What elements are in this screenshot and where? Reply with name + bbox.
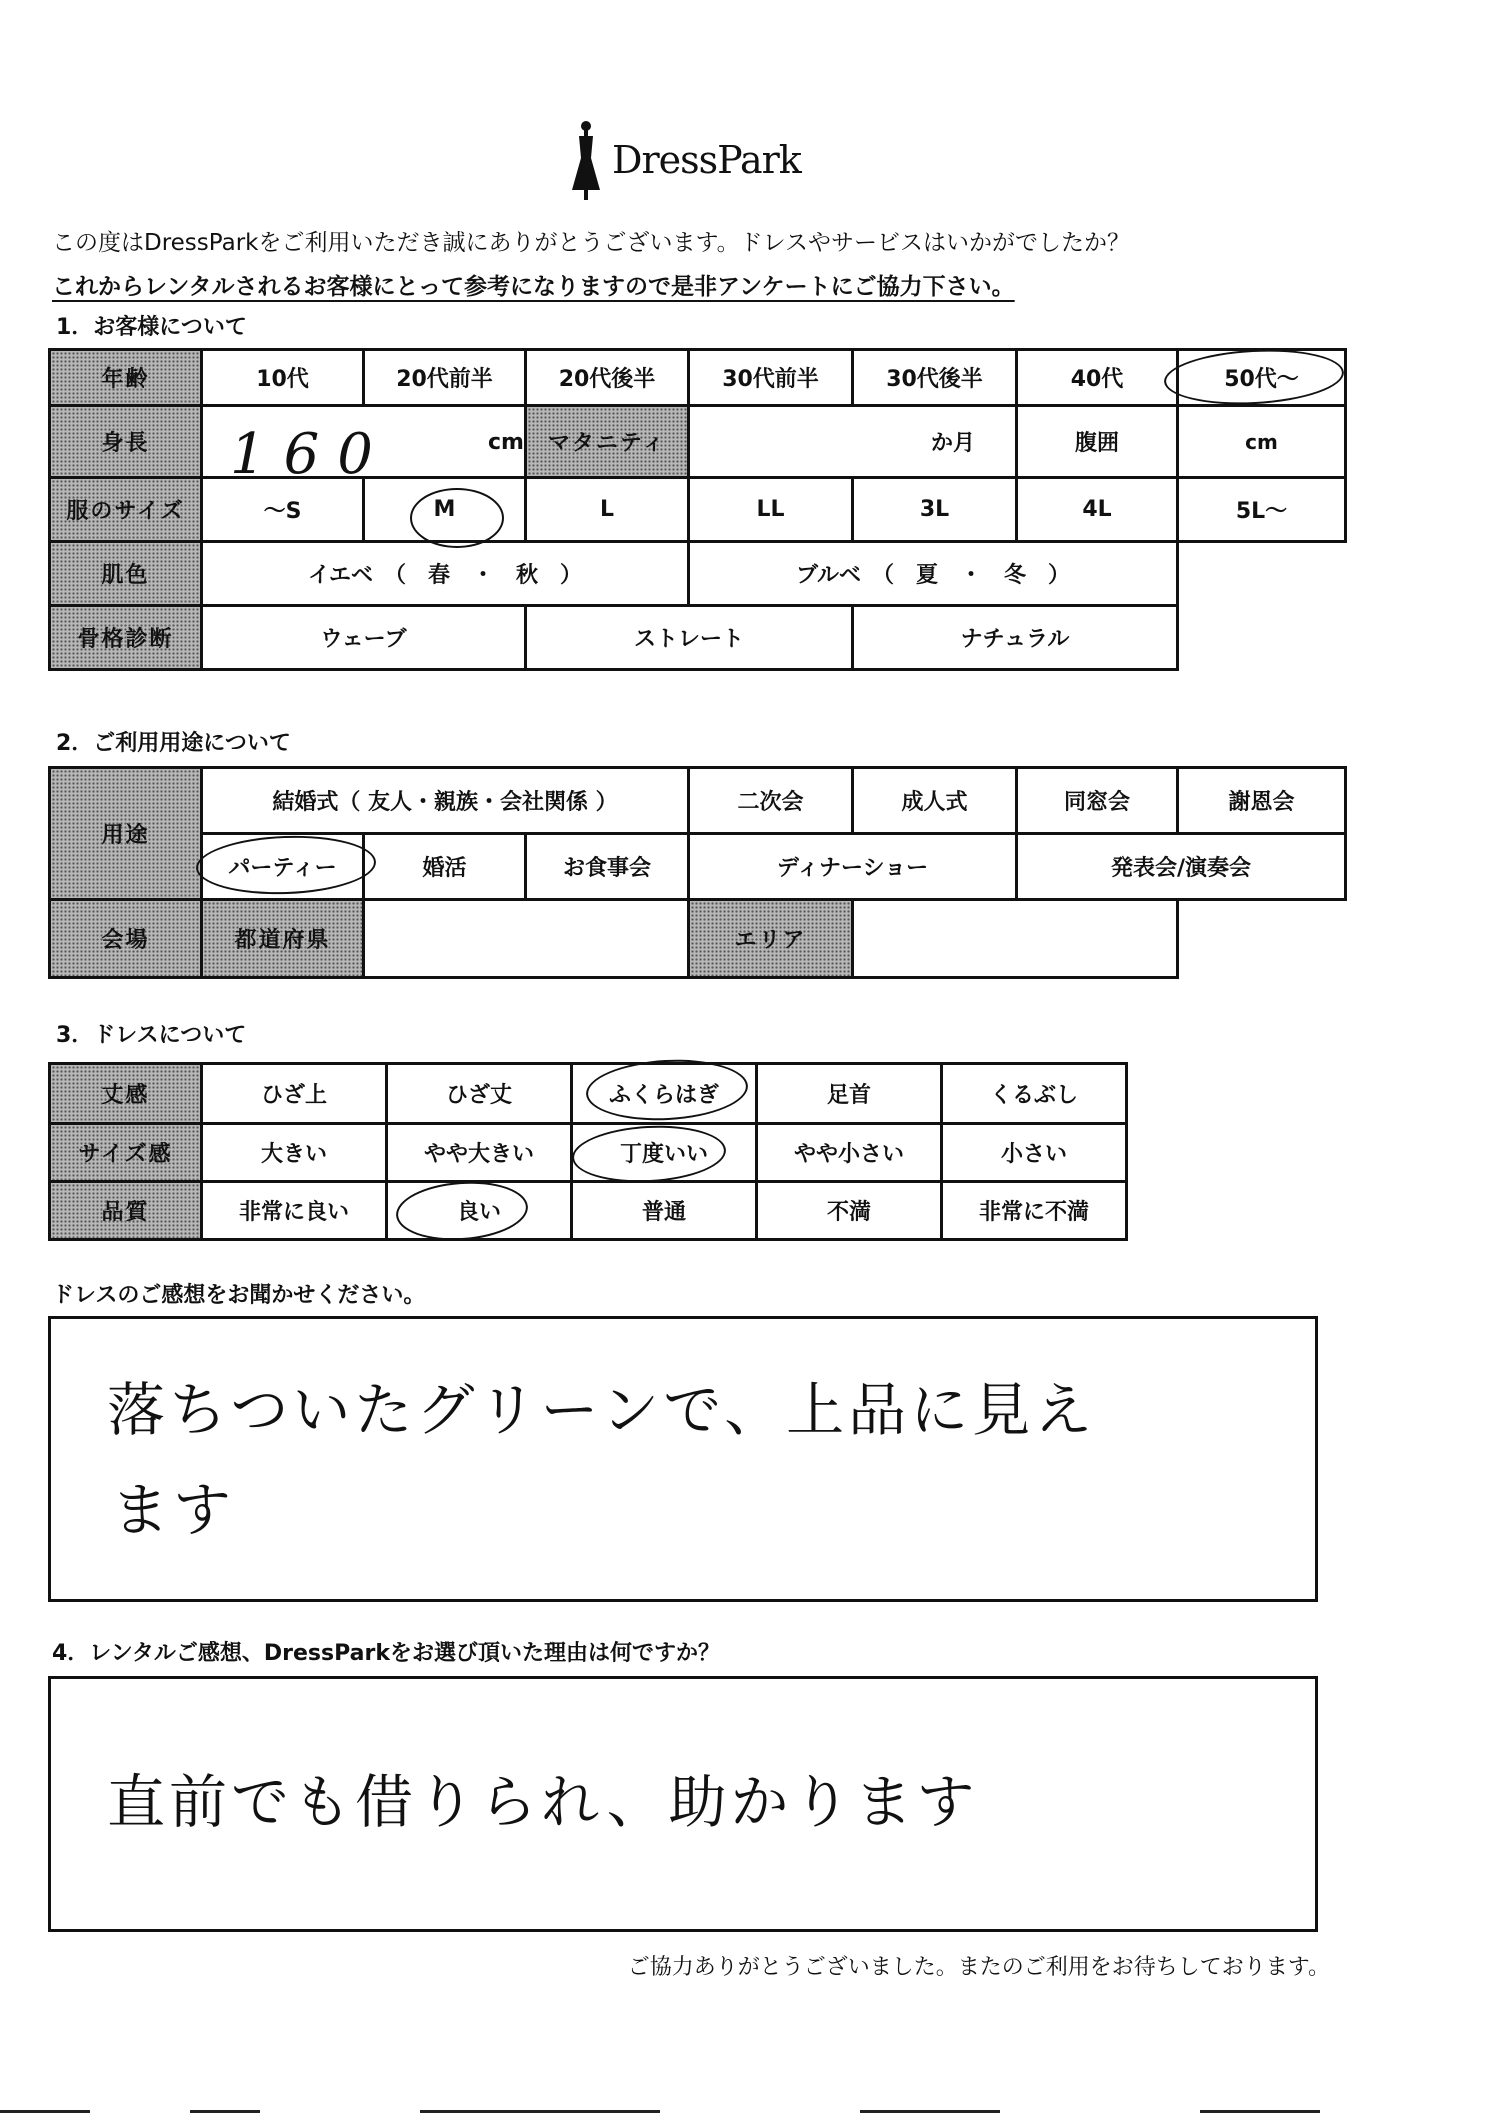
- age-header: 年齢: [50, 350, 202, 406]
- size-row: [50, 478, 1346, 542]
- purpose-row-2: [50, 834, 1346, 900]
- length-row: [50, 1064, 1127, 1124]
- belly-label: 腹囲: [1017, 406, 1178, 478]
- skin-yellow-option[interactable]: イエベ （ 春 ・ 秋 ）: [202, 542, 689, 606]
- scan-artifact: [1200, 2110, 1320, 2113]
- age-option[interactable]: 20代後半: [526, 350, 689, 406]
- height-unit: cm: [488, 430, 524, 455]
- purpose-option[interactable]: 結婚式（ 友人・親族・会社関係 ）: [202, 768, 689, 834]
- prefecture-label: 都道府県: [202, 900, 364, 978]
- purpose-option[interactable]: 謝恩会: [1178, 768, 1346, 834]
- empty-cell: [1178, 542, 1346, 606]
- length-option[interactable]: くるぶし: [942, 1064, 1127, 1124]
- length-option[interactable]: ひざ上: [202, 1064, 387, 1124]
- purpose-option-selected[interactable]: パーティー: [202, 834, 364, 900]
- frame-option[interactable]: ナチュラル: [853, 606, 1178, 670]
- fit-option[interactable]: 大きい: [202, 1124, 387, 1182]
- skin-blue-option[interactable]: ブルベ （ 夏 ・ 冬 ）: [689, 542, 1178, 606]
- size-option[interactable]: 4L: [1017, 478, 1178, 542]
- footer-thanks: ご協力ありがとうございました。またのご利用をお待ちしております。: [627, 1955, 1330, 1980]
- fit-option[interactable]: やや小さい: [757, 1124, 942, 1182]
- frame-header: 骨格診断: [50, 606, 202, 670]
- age-row: [50, 350, 1346, 406]
- purpose-header: 用途: [50, 768, 202, 900]
- age-option[interactable]: 20代前半: [364, 350, 526, 406]
- size-option[interactable]: L: [526, 478, 689, 542]
- size-option-selected[interactable]: M: [364, 478, 526, 542]
- fit-option[interactable]: やや大きい: [387, 1124, 572, 1182]
- height-header: 身長: [50, 406, 202, 478]
- rental-comment-box[interactable]: [48, 1676, 1318, 1932]
- quality-row: [50, 1182, 1127, 1240]
- customer-table: [48, 348, 1347, 671]
- intro-text: この度はDressParkをご利用いただき誠にありがとうございます。ドレスやサービスはいかがでしたか？: [52, 230, 1130, 256]
- scan-artifact: [860, 2110, 1000, 2113]
- purpose-option[interactable]: 二次会: [689, 768, 853, 834]
- section1-title: 1．お客様について: [56, 315, 247, 340]
- skin-row: [50, 542, 1346, 606]
- height-handwritten: 160: [230, 422, 391, 487]
- age-option[interactable]: 30代前半: [689, 350, 853, 406]
- maternity-label: マタニティ: [526, 406, 689, 478]
- frame-row: [50, 606, 1346, 670]
- dress-comment-line-1: 落ちついたグリーンで、上品に見え: [107, 1376, 1097, 1444]
- size-option[interactable]: 5L～: [1178, 478, 1346, 542]
- logo: [568, 112, 828, 208]
- scan-artifact: [190, 2110, 260, 2113]
- fit-header: サイズ感: [50, 1124, 202, 1182]
- size-option[interactable]: ～S: [202, 478, 364, 542]
- purpose-row-1: [50, 768, 1346, 834]
- length-option[interactable]: ひざ丈: [387, 1064, 572, 1124]
- dress-comment-line-2: ます: [111, 1476, 236, 1544]
- area-field[interactable]: [853, 900, 1178, 978]
- prefecture-field[interactable]: [364, 900, 689, 978]
- age-option[interactable]: 10代: [202, 350, 364, 406]
- length-header: 丈感: [50, 1064, 202, 1124]
- quality-option[interactable]: 非常に良い: [202, 1182, 387, 1240]
- empty-cell: [1178, 900, 1346, 978]
- months-field[interactable]: か月: [689, 406, 1017, 478]
- skin-header: 肌色: [50, 542, 202, 606]
- quality-option[interactable]: 普通: [572, 1182, 757, 1240]
- length-option[interactable]: 足首: [757, 1064, 942, 1124]
- purpose-option[interactable]: 同窓会: [1017, 768, 1178, 834]
- frame-option[interactable]: ストレート: [526, 606, 853, 670]
- dress-table: [48, 1062, 1128, 1241]
- age-option[interactable]: 30代後半: [853, 350, 1017, 406]
- purpose-option[interactable]: 婚活: [364, 834, 526, 900]
- dress-comment-box[interactable]: [48, 1316, 1318, 1602]
- section4-title: 4．レンタルご感想、DressParkをお選び頂いた理由は何ですか？: [52, 1641, 720, 1666]
- venue-header: 会場: [50, 900, 202, 978]
- section3-title: 3．ドレスについて: [56, 1023, 247, 1048]
- size-header: 服のサイズ: [50, 478, 202, 542]
- fit-option-selected[interactable]: 丁度いい: [572, 1124, 757, 1182]
- area-label: エリア: [689, 900, 853, 978]
- scan-artifact: [0, 2110, 90, 2113]
- length-option-selected[interactable]: ふくらはぎ: [572, 1064, 757, 1124]
- belly-field[interactable]: cm: [1178, 406, 1346, 478]
- purpose-option[interactable]: 発表会/演奏会: [1017, 834, 1346, 900]
- purpose-option[interactable]: ディナーショー: [689, 834, 1017, 900]
- fit-row: [50, 1124, 1127, 1182]
- empty-cell: [1178, 606, 1346, 670]
- dress-icon: [568, 118, 604, 202]
- frame-option[interactable]: ウェーブ: [202, 606, 526, 670]
- purpose-option[interactable]: お食事会: [526, 834, 689, 900]
- dress-comment-prompt: ドレスのご感想をお聞かせください。: [52, 1283, 426, 1308]
- purpose-table: [48, 766, 1347, 979]
- quality-header: 品質: [50, 1182, 202, 1240]
- fit-option[interactable]: 小さい: [942, 1124, 1127, 1182]
- purpose-option[interactable]: 成人式: [853, 768, 1017, 834]
- venue-row: [50, 900, 1346, 978]
- logo-text: DressPark: [612, 138, 801, 182]
- rental-comment-text: 直前でも借りられ、助かります: [107, 1768, 979, 1836]
- quality-option[interactable]: 非常に不満: [942, 1182, 1127, 1240]
- age-option[interactable]: 40代: [1017, 350, 1178, 406]
- age-option-selected[interactable]: 50代～: [1178, 350, 1346, 406]
- section2-title: 2．ご利用用途について: [56, 731, 291, 756]
- intro-request: これからレンタルされるお客様にとって参考になりますので是非アンケートにご協力下さい。: [52, 274, 1015, 300]
- quality-option-selected[interactable]: 良い: [387, 1182, 572, 1240]
- scan-artifact: [420, 2110, 660, 2113]
- size-option[interactable]: 3L: [853, 478, 1017, 542]
- quality-option[interactable]: 不満: [757, 1182, 942, 1240]
- size-option[interactable]: LL: [689, 478, 853, 542]
